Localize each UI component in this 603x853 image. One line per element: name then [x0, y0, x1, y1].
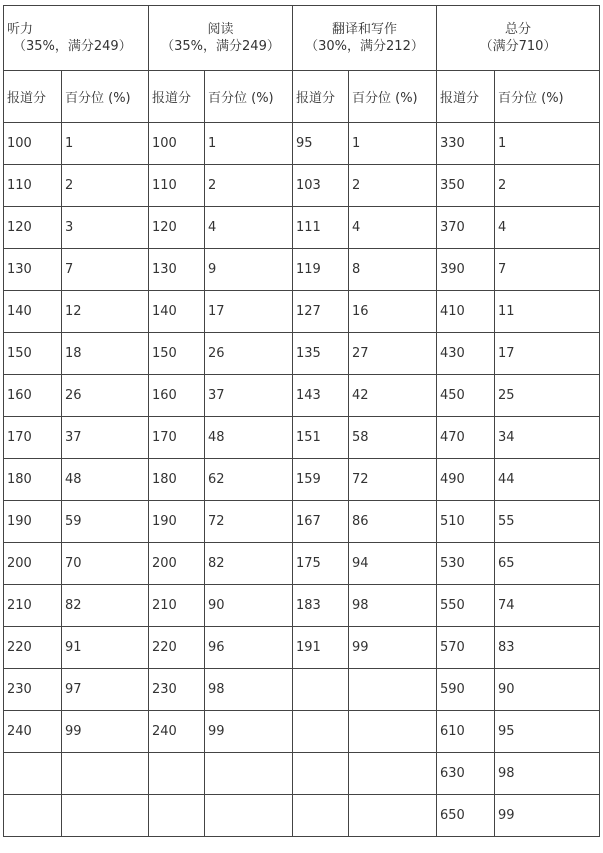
cell-listening-percentile: 37 [62, 417, 149, 459]
cell-writing-score [293, 753, 349, 795]
cell-listening-score: 170 [4, 417, 62, 459]
cell-writing-percentile: 27 [349, 333, 437, 375]
cell-total-percentile: 74 [495, 585, 600, 627]
section-subtitle: （35%，满分249） [13, 39, 132, 54]
table-row [4, 711, 600, 753]
cell-listening-score: 190 [4, 501, 62, 543]
cell-writing-score: 95 [293, 123, 349, 165]
cell-writing-score: 143 [293, 375, 349, 417]
cell-listening-percentile: 48 [62, 459, 149, 501]
cell-reading-score: 230 [149, 669, 205, 711]
cell-listening-score [4, 795, 62, 837]
section-header-reading [149, 6, 293, 71]
section-header-listening [4, 6, 149, 71]
cell-total-percentile: 34 [495, 417, 600, 459]
cell-listening-percentile: 59 [62, 501, 149, 543]
cell-writing-score: 151 [293, 417, 349, 459]
cell-writing-percentile: 42 [349, 375, 437, 417]
cell-reading-score [149, 795, 205, 837]
cell-reading-score: 140 [149, 291, 205, 333]
cell-listening-percentile: 2 [62, 165, 149, 207]
cell-writing-percentile: 86 [349, 501, 437, 543]
cell-reading-score: 200 [149, 543, 205, 585]
cell-reading-percentile: 26 [205, 333, 293, 375]
cell-listening-percentile: 91 [62, 627, 149, 669]
score-percentile-table [3, 5, 600, 837]
section-title: 阅读 [207, 22, 234, 37]
cell-total-percentile: 44 [495, 459, 600, 501]
table-row [4, 165, 600, 207]
cell-reading-score [149, 753, 205, 795]
table-row [4, 417, 600, 459]
cell-total-score: 450 [437, 375, 495, 417]
cell-listening-score: 150 [4, 333, 62, 375]
table-row [4, 627, 600, 669]
cell-listening-percentile: 12 [62, 291, 149, 333]
table-row [4, 585, 600, 627]
cell-total-score: 570 [437, 627, 495, 669]
cell-reading-percentile: 62 [205, 459, 293, 501]
cell-total-score: 610 [437, 711, 495, 753]
cell-reading-percentile: 98 [205, 669, 293, 711]
cell-listening-score: 220 [4, 627, 62, 669]
column-header-percentile: 百分位 (%) [349, 71, 437, 123]
cell-total-score: 590 [437, 669, 495, 711]
cell-total-score: 530 [437, 543, 495, 585]
cell-writing-score [293, 711, 349, 753]
cell-reading-percentile: 48 [205, 417, 293, 459]
cell-listening-score: 160 [4, 375, 62, 417]
cell-listening-score [4, 753, 62, 795]
cell-listening-score: 140 [4, 291, 62, 333]
table-row [4, 333, 600, 375]
cell-writing-score: 111 [293, 207, 349, 249]
cell-writing-score: 183 [293, 585, 349, 627]
column-header-percentile: 百分位 (%) [495, 71, 600, 123]
cell-total-percentile: 7 [495, 249, 600, 291]
cell-listening-percentile: 18 [62, 333, 149, 375]
section-title: 翻译和写作 [331, 22, 397, 37]
cell-reading-percentile: 17 [205, 291, 293, 333]
cell-listening-percentile [62, 753, 149, 795]
cell-reading-percentile: 4 [205, 207, 293, 249]
cell-reading-score: 100 [149, 123, 205, 165]
cell-total-score: 550 [437, 585, 495, 627]
table-row [4, 543, 600, 585]
column-header-percentile: 百分位 (%) [205, 71, 293, 123]
cell-total-percentile: 98 [495, 753, 600, 795]
section-header-total [437, 6, 600, 71]
cell-total-score: 510 [437, 501, 495, 543]
cell-reading-score: 160 [149, 375, 205, 417]
cell-total-percentile: 83 [495, 627, 600, 669]
cell-writing-score: 135 [293, 333, 349, 375]
cell-total-score: 650 [437, 795, 495, 837]
cell-reading-percentile: 90 [205, 585, 293, 627]
cell-listening-score: 230 [4, 669, 62, 711]
cell-reading-score: 210 [149, 585, 205, 627]
cell-reading-percentile: 9 [205, 249, 293, 291]
table-row [4, 123, 600, 165]
cell-listening-score: 180 [4, 459, 62, 501]
table-row [4, 459, 600, 501]
cell-total-score: 390 [437, 249, 495, 291]
cell-writing-percentile [349, 711, 437, 753]
cell-reading-score: 170 [149, 417, 205, 459]
cell-total-score: 370 [437, 207, 495, 249]
column-header-score: 报道分 [437, 71, 495, 123]
cell-listening-score: 240 [4, 711, 62, 753]
cell-writing-score [293, 669, 349, 711]
cell-listening-percentile: 70 [62, 543, 149, 585]
cell-total-percentile: 90 [495, 669, 600, 711]
cell-listening-percentile: 97 [62, 669, 149, 711]
cell-total-score: 630 [437, 753, 495, 795]
section-header-row [4, 6, 600, 71]
cell-reading-percentile [205, 795, 293, 837]
cell-reading-percentile: 37 [205, 375, 293, 417]
cell-writing-percentile: 98 [349, 585, 437, 627]
cell-writing-percentile: 94 [349, 543, 437, 585]
cell-reading-percentile: 1 [205, 123, 293, 165]
cell-writing-percentile [349, 795, 437, 837]
cell-reading-score: 110 [149, 165, 205, 207]
cell-listening-percentile: 26 [62, 375, 149, 417]
cell-writing-score: 167 [293, 501, 349, 543]
cell-total-percentile: 11 [495, 291, 600, 333]
cell-total-score: 430 [437, 333, 495, 375]
cell-reading-score: 120 [149, 207, 205, 249]
cell-reading-score: 130 [149, 249, 205, 291]
column-header-score: 报道分 [293, 71, 349, 123]
cell-writing-percentile: 1 [349, 123, 437, 165]
section-title: 听力 [7, 22, 34, 37]
cell-reading-percentile: 72 [205, 501, 293, 543]
cell-reading-percentile [205, 753, 293, 795]
cell-writing-percentile: 8 [349, 249, 437, 291]
table-row [4, 249, 600, 291]
cell-listening-percentile: 7 [62, 249, 149, 291]
cell-reading-score: 180 [149, 459, 205, 501]
cell-writing-percentile [349, 753, 437, 795]
cell-writing-percentile: 72 [349, 459, 437, 501]
table-row [4, 669, 600, 711]
cell-listening-score: 110 [4, 165, 62, 207]
cell-total-score: 350 [437, 165, 495, 207]
section-subtitle: （35%，满分249） [161, 39, 280, 54]
table-row [4, 795, 600, 837]
cell-total-percentile: 17 [495, 333, 600, 375]
cell-listening-score: 130 [4, 249, 62, 291]
table-row [4, 207, 600, 249]
cell-listening-score: 100 [4, 123, 62, 165]
cell-reading-score: 150 [149, 333, 205, 375]
cell-total-percentile: 55 [495, 501, 600, 543]
cell-writing-score: 159 [293, 459, 349, 501]
cell-listening-score: 120 [4, 207, 62, 249]
section-header-translation-writing [293, 6, 437, 71]
cell-total-percentile: 95 [495, 711, 600, 753]
cell-writing-percentile [349, 669, 437, 711]
column-header-score: 报道分 [149, 71, 205, 123]
cell-reading-percentile: 2 [205, 165, 293, 207]
column-header-row [4, 71, 600, 123]
cell-reading-percentile: 82 [205, 543, 293, 585]
cell-listening-percentile: 1 [62, 123, 149, 165]
cell-writing-score [293, 795, 349, 837]
cell-listening-score: 210 [4, 585, 62, 627]
cell-writing-score: 103 [293, 165, 349, 207]
cell-writing-percentile: 4 [349, 207, 437, 249]
cell-writing-percentile: 58 [349, 417, 437, 459]
table-row [4, 501, 600, 543]
cell-reading-percentile: 99 [205, 711, 293, 753]
column-header-score: 报道分 [4, 71, 62, 123]
cell-writing-percentile: 99 [349, 627, 437, 669]
cell-writing-percentile: 16 [349, 291, 437, 333]
cell-total-percentile: 99 [495, 795, 600, 837]
cell-total-score: 470 [437, 417, 495, 459]
column-header-percentile: 百分位 (%) [62, 71, 149, 123]
cell-total-percentile: 1 [495, 123, 600, 165]
cell-reading-score: 240 [149, 711, 205, 753]
cell-writing-percentile: 2 [349, 165, 437, 207]
cell-total-percentile: 25 [495, 375, 600, 417]
cell-listening-percentile: 82 [62, 585, 149, 627]
table-row [4, 753, 600, 795]
cell-total-percentile: 2 [495, 165, 600, 207]
cell-writing-score: 119 [293, 249, 349, 291]
cell-writing-score: 191 [293, 627, 349, 669]
table-row [4, 291, 600, 333]
cell-reading-percentile: 96 [205, 627, 293, 669]
cell-total-score: 490 [437, 459, 495, 501]
cell-total-percentile: 4 [495, 207, 600, 249]
cell-reading-score: 220 [149, 627, 205, 669]
cell-listening-percentile [62, 795, 149, 837]
section-subtitle: （30%，满分212） [305, 39, 424, 54]
cell-reading-score: 190 [149, 501, 205, 543]
cell-listening-percentile: 99 [62, 711, 149, 753]
cell-total-score: 330 [437, 123, 495, 165]
cell-total-percentile: 65 [495, 543, 600, 585]
cell-listening-score: 200 [4, 543, 62, 585]
cell-writing-score: 127 [293, 291, 349, 333]
cell-writing-score: 175 [293, 543, 349, 585]
table-row [4, 375, 600, 417]
section-title: 总分 [505, 22, 532, 37]
cell-listening-percentile: 3 [62, 207, 149, 249]
section-subtitle: （满分710） [479, 39, 557, 54]
cell-total-score: 410 [437, 291, 495, 333]
